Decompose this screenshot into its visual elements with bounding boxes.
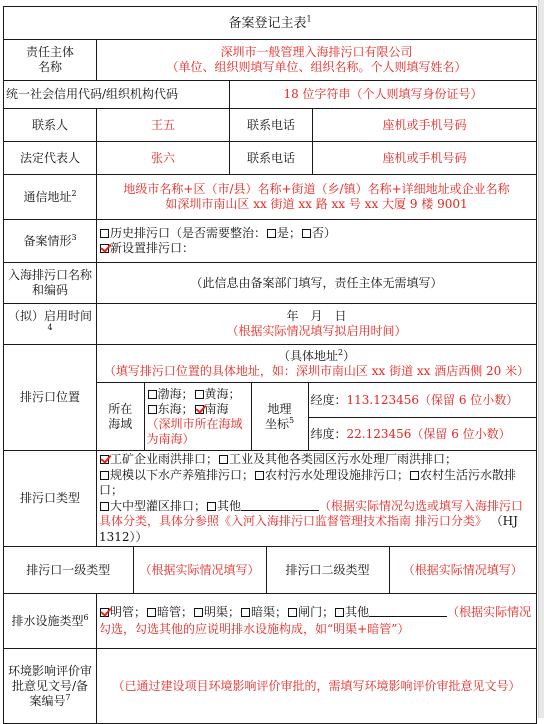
eia-label: 环境影响评价审批意见文号/备案编号	[7, 663, 92, 708]
history-option: 历史排污口（是否需要整治：	[110, 226, 267, 240]
rectify-no-checkbox[interactable]	[302, 229, 311, 238]
nanhai-checkbox[interactable]	[195, 405, 204, 414]
credit-label: 统一社会信用代码/组织机构代码	[4, 81, 230, 109]
sea-huanghai: 黄海；	[204, 386, 241, 401]
type1-checkbox[interactable]	[100, 455, 109, 464]
type-option-7: 其他	[217, 498, 242, 513]
type-option-2: 工业及其他各类园区污水处理厂雨洪排口；	[229, 452, 458, 466]
page-edge-scrollbar	[538, 0, 544, 718]
drain-label-cell	[4, 594, 97, 649]
filing-label-cell	[4, 220, 97, 263]
donghai-checkbox[interactable]	[148, 405, 157, 414]
type-other-blank[interactable]	[241, 499, 319, 511]
drain5-checkbox[interactable]	[288, 608, 297, 617]
rectify-yes: 是；	[277, 226, 302, 240]
drain3-checkbox[interactable]	[194, 608, 203, 617]
type-option-1: 工矿企业雨洪排口；	[110, 452, 219, 466]
location-block	[97, 345, 537, 451]
sea-nanhai: 南海	[204, 401, 229, 416]
drain-note: （根据实际情况勾选，勾选其他的应说明排水设施构成，如“明渠+暗管”）	[99, 605, 532, 636]
sea-bohai: 渤海；	[157, 386, 194, 401]
sea-donghai: 东海；	[157, 401, 194, 416]
legal-name[interactable]: 张六	[97, 142, 230, 175]
type6-checkbox[interactable]	[100, 502, 109, 511]
entity-value[interactable]	[97, 40, 537, 81]
type-note: （根据实际情况勾选或填写入海排污口具体分类，具体分参照《入河入海排污口监督管理技术指南 排污口分类》	[99, 498, 524, 528]
location-address-cell[interactable]	[97, 345, 536, 383]
start-time-hint: （根据实际情况填写拟启用时间）	[226, 324, 407, 338]
location-footnote: 2	[337, 347, 344, 357]
type5-checkbox[interactable]	[410, 471, 419, 480]
drain-option-6: 其他	[345, 605, 370, 619]
level-row	[4, 547, 537, 594]
entity-label: 责任主体 名称	[4, 40, 97, 81]
level-inner-table	[4, 547, 536, 593]
form-title: 备案登记主表	[228, 15, 307, 31]
longitude-cell[interactable]	[308, 383, 536, 418]
drain-option-1: 明管；	[110, 605, 147, 619]
contact-label: 联系人	[4, 109, 97, 142]
main-form-table	[3, 6, 537, 724]
latitude-label: 纬度：	[310, 426, 347, 441]
eia-value[interactable]: （已通过建设项目环境影响评价审批的，需填写环境影响评价审批意见文号）	[97, 649, 537, 724]
drain-option-2: 暗管；	[157, 605, 194, 619]
drain6-checkbox[interactable]	[335, 608, 344, 617]
location-heading: （具体地址	[277, 348, 338, 363]
eia-label-cell	[4, 649, 97, 724]
drain2-checkbox[interactable]	[147, 608, 156, 617]
start-time-label-cell	[4, 304, 97, 345]
coord-label: 地理 坐标	[264, 401, 292, 431]
type-note-std: （HJ 1312））	[99, 514, 518, 544]
sea-label: 所在 海域	[97, 383, 144, 451]
drain-footnote: 6	[83, 612, 89, 622]
outlet-type-options	[97, 451, 537, 547]
latitude-value: 22.123456（保留 6 位小数）	[346, 426, 511, 441]
address-footnote: 2	[71, 188, 77, 198]
type-option-4: 农村污水处理设施排污口；	[265, 467, 410, 482]
drain-option-3: 明渠；	[204, 605, 241, 619]
latitude-cell[interactable]	[308, 418, 536, 451]
drain-options	[97, 594, 537, 649]
address-line1: 地级市名称+区（市/县）名称+街道（乡/镇）名称+详细地址或企业名称	[123, 182, 510, 196]
drain-label: 排水设施类型	[11, 613, 84, 628]
filing-footnote: 3	[71, 232, 77, 242]
entity-hint: （单位、组织则填写单位、组织名称。个人则填写姓名）	[166, 60, 467, 74]
form-title-cell	[4, 7, 537, 40]
type4-checkbox[interactable]	[255, 471, 264, 480]
contact-name[interactable]: 王五	[97, 109, 230, 142]
level1-label: 排污口一级类型	[4, 547, 133, 593]
drain-other-blank[interactable]	[369, 605, 447, 617]
location-inner-table	[97, 345, 536, 450]
level2-value[interactable]: （根据实际情况填写）	[389, 547, 536, 593]
type3-checkbox[interactable]	[100, 471, 109, 480]
type-option-3: 规模以下水产养殖排污口；	[110, 467, 255, 482]
title-footnote: 1	[306, 14, 312, 24]
legal-phone[interactable]: 座机或手机号码	[313, 142, 537, 175]
contact-phone[interactable]: 座机或手机号码	[313, 109, 537, 142]
location-heading-end: ）	[343, 348, 356, 363]
bohai-checkbox[interactable]	[148, 390, 157, 399]
coord-footnote: 5	[288, 415, 295, 425]
longitude-label: 经度：	[310, 392, 347, 407]
filing-label: 备案情形	[23, 233, 72, 248]
type2-checkbox[interactable]	[219, 455, 228, 464]
legal-label: 法定代表人	[4, 142, 97, 175]
coord-label-cell	[251, 383, 308, 451]
eia-footnote: 7	[65, 692, 71, 702]
location-label: 排污口位置	[4, 345, 97, 451]
new-outlet-option: 新设置排污口：	[110, 241, 195, 255]
legal-phone-label: 联系电话	[230, 142, 313, 175]
credit-value[interactable]: 18 位字符串（个人则填写身份证号）	[230, 81, 537, 109]
type7-checkbox[interactable]	[207, 502, 216, 511]
outlet-type-label: 排污口类型	[4, 451, 97, 547]
outlet-name-label: 入海排污口名称和编码	[4, 263, 97, 304]
sea-options	[144, 383, 251, 451]
filing-options	[97, 220, 537, 263]
start-time-footnote: 4	[47, 323, 53, 332]
entity-name: 深圳市一般管理入海排污口有限公司	[220, 45, 413, 59]
address-value[interactable]	[97, 175, 537, 220]
drain-option-4: 暗渠；	[251, 605, 288, 619]
drain1-checkbox[interactable]	[100, 608, 109, 617]
address-label-cell	[4, 175, 97, 220]
location-example: （填写排污口位置的具体地址，如：深圳市南山区 xx 街道 xx 酒店西侧 20 米）	[103, 363, 530, 378]
outlet-name-value: （此信息由备案部门填写，责任主体无需填写）	[97, 263, 537, 304]
longitude-value: 113.123456（保留 6 位小数）	[346, 392, 519, 407]
drain4-checkbox[interactable]	[241, 608, 250, 617]
type-option-5: 农村生活污水散排口；	[99, 467, 517, 497]
new-outlet-checkbox[interactable]	[100, 244, 109, 253]
huanghai-checkbox[interactable]	[195, 390, 204, 399]
start-time-date: 年 月 日	[286, 309, 347, 323]
rectify-no: 否）	[312, 226, 337, 240]
address-line2: 如深圳市南山区 xx 街道 xx 路 xx 号 xx 大厦 9 楼 9001	[165, 197, 468, 211]
start-time-label: （拟）启用时间	[7, 309, 92, 323]
start-time-value[interactable]	[97, 304, 537, 345]
drain-option-5: 闸门；	[298, 605, 335, 619]
address-label: 通信地址	[23, 189, 72, 204]
contact-phone-label: 联系电话	[230, 109, 313, 142]
type-option-6: 大中型灌区排口；	[110, 498, 207, 513]
level1-value[interactable]: （根据实际情况填写）	[133, 547, 266, 593]
sea-example: （深圳市所在海域为南海）	[146, 416, 243, 446]
history-checkbox[interactable]	[100, 229, 109, 238]
rectify-yes-checkbox[interactable]	[267, 229, 276, 238]
level2-label: 排污口二级类型	[266, 547, 389, 593]
